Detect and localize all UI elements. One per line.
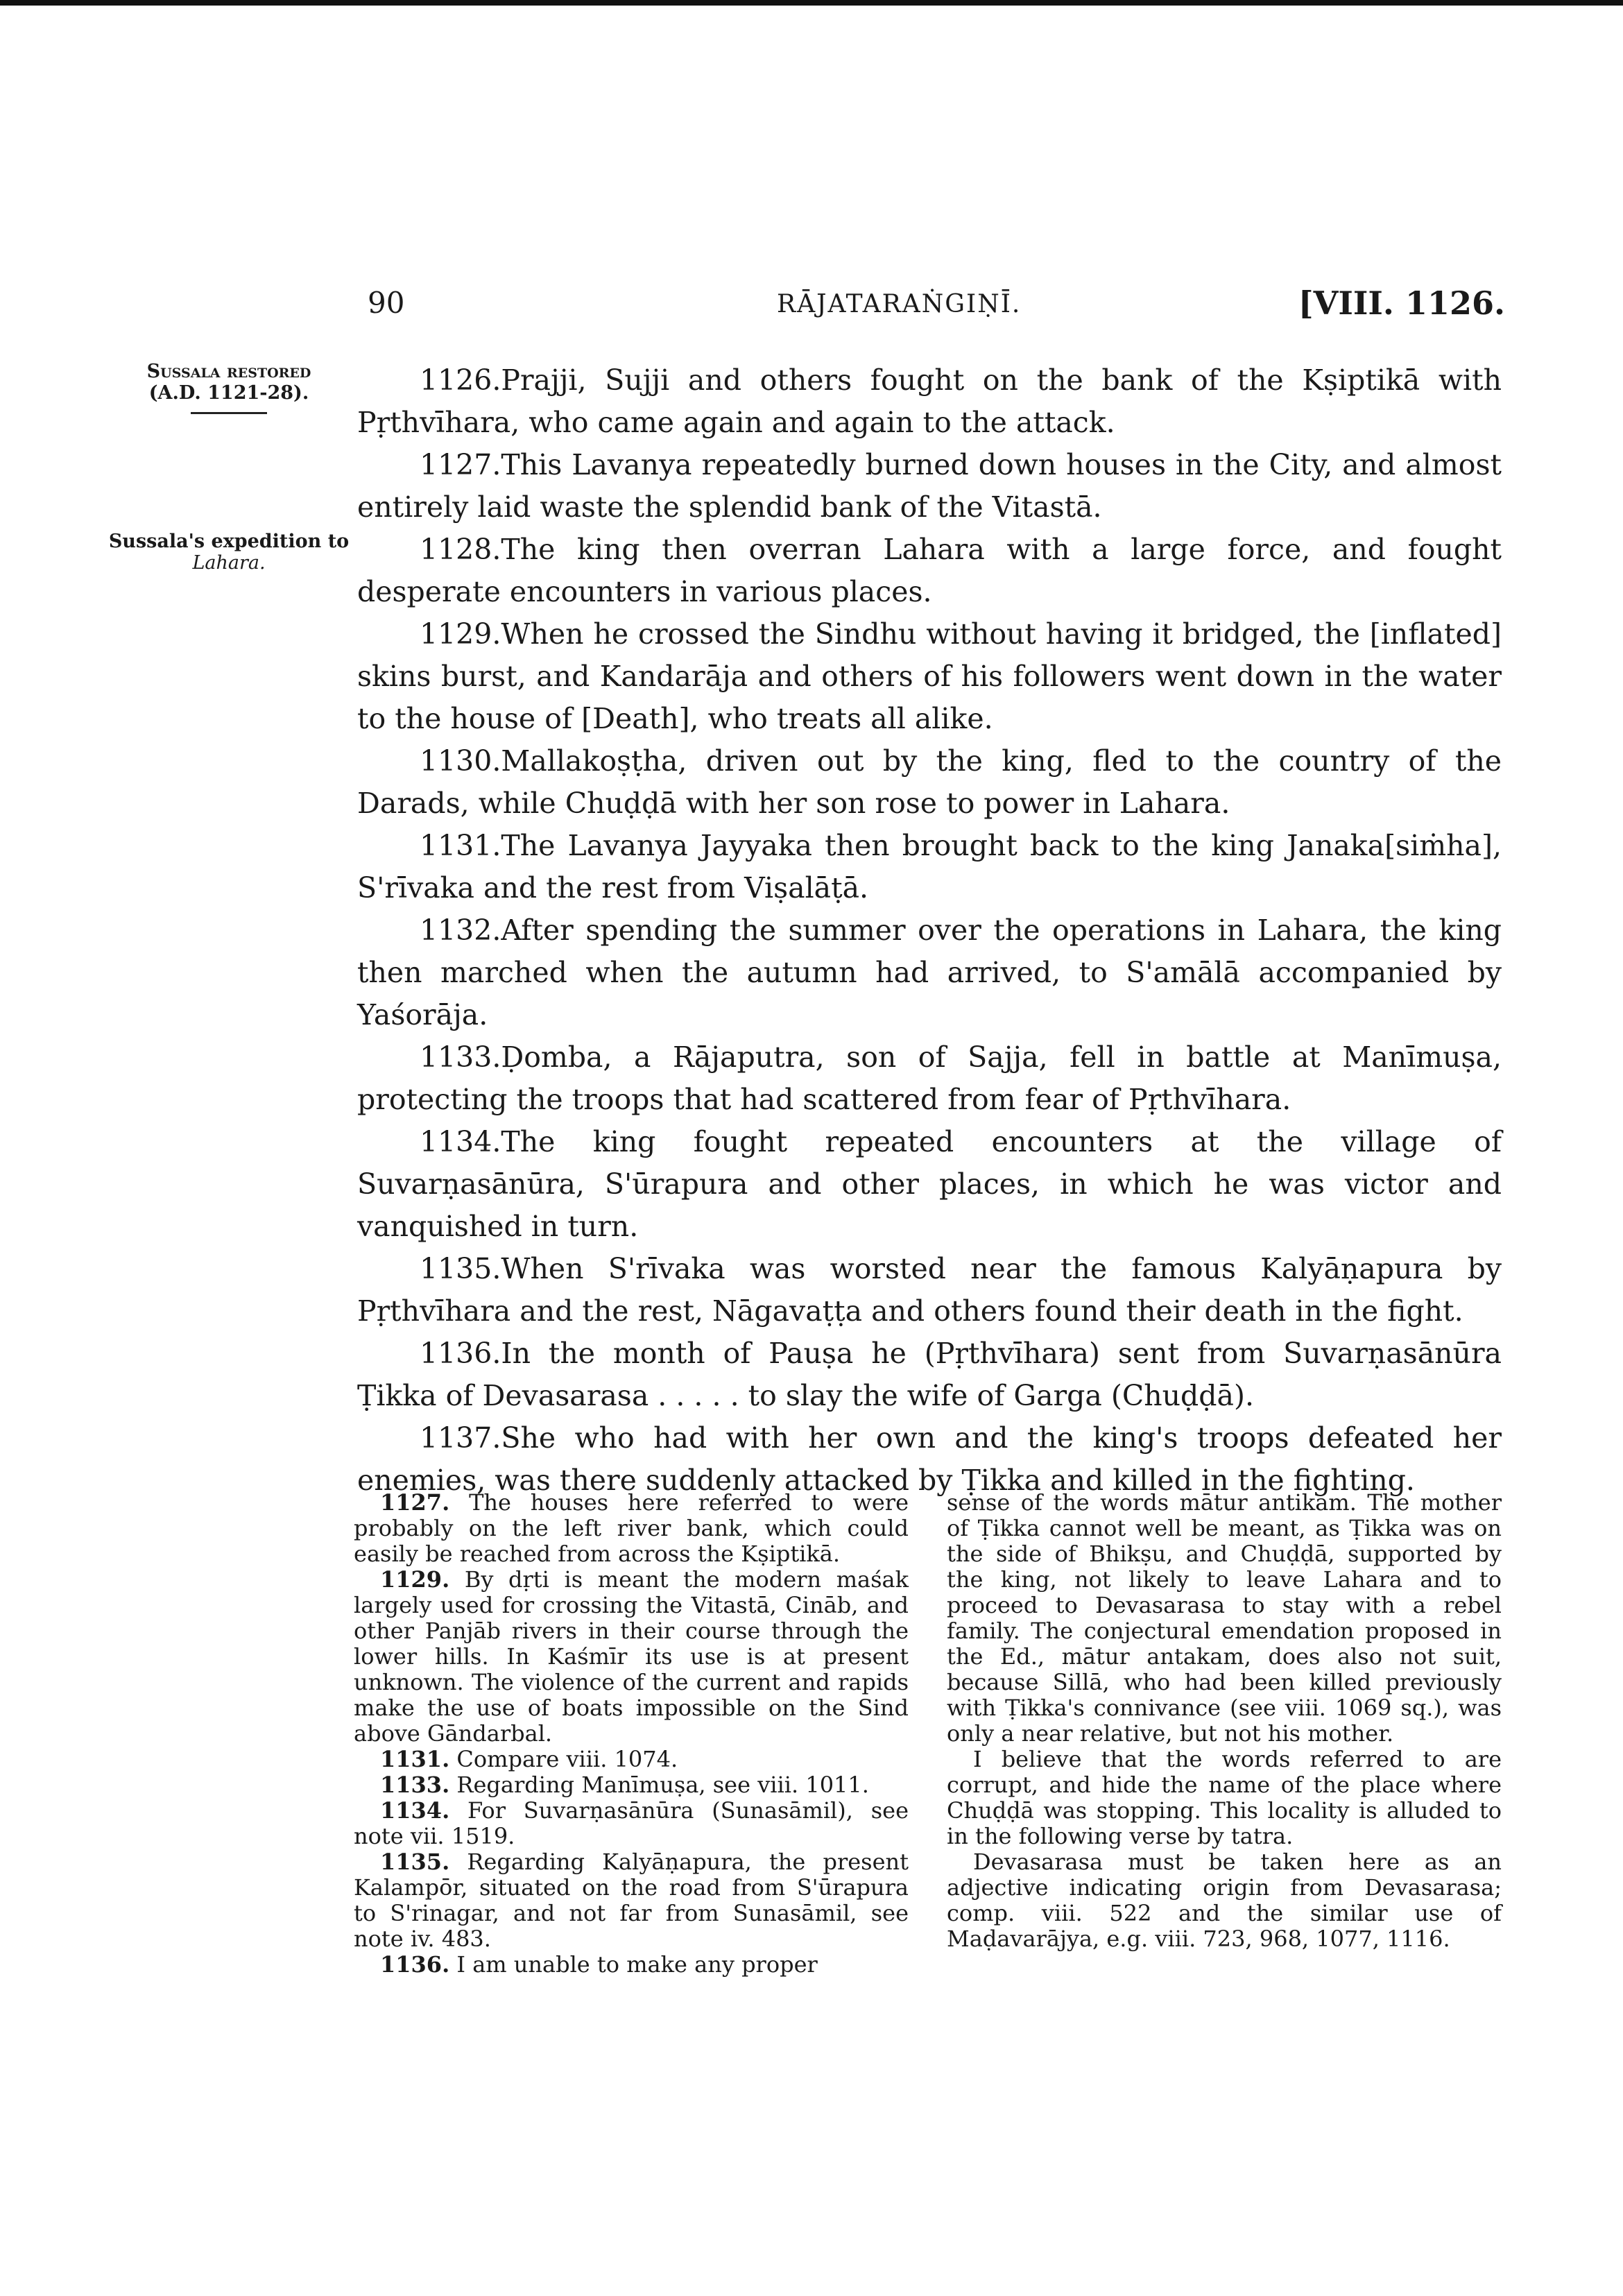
footnote-number: 1129.: [380, 1566, 450, 1593]
footnote-paragraph: Devasarasa must be taken here as an adjective indicating origin from Devasarasa; comp. viii. 522 and the similar use of Maḍavarājya, e.g. viii. 723, 968, 1077, 1116.: [947, 1849, 1502, 1952]
verse-number: 1129.: [420, 617, 501, 651]
scan-top-border: [0, 0, 1623, 6]
verse-body: When he crossed the Sindhu without having it bridged, the [inflated] skins burst, and Kandarāja and others of his followers went down in the water to the house of [Death], who treats all alike.: [357, 617, 1502, 735]
verse: [357, 529, 1502, 613]
verse-reference: [VIII. 1126.: [1298, 284, 1505, 322]
footnote-number: 1127.: [380, 1489, 450, 1516]
verse-body: Prajji, Sujji and others fought on the bank of the Kṣiptikā with Pṛthvīhara, who came again and again to the attack.: [357, 363, 1502, 439]
verse: [357, 1036, 1502, 1121]
footnote: [354, 1747, 909, 1772]
footnote-continuation: sense of the words mātur antikam. The mother of Ṭikka cannot well be meant, as Ṭikka was on the side of Bhikṣu, and Chuḍḍā, supported by the king, not likely to leave Lahara and to proceed to Devasarasa to stay with a rebel family. The conjectural emendation proposed in the Ed., mātur antakam, does also not suit, because Sillā, who had been killed previously with Ṭikka's connivance (see viii. 1069 sq.), was only a near relative, but not his mother.: [947, 1489, 1502, 1747]
verse: [357, 1333, 1502, 1417]
page-header: [354, 286, 1505, 327]
margin-note: [104, 531, 354, 574]
verse-body: In the month of Pauṣa he (Pṛthvīhara) sent from Suvarṇasānūra Ṭikka of Devasarasa . . . . . to slay the wife of Garga (Chuḍḍā).: [357, 1337, 1502, 1412]
footnote-number: 1131.: [380, 1746, 450, 1772]
margin-note-rule: [191, 412, 267, 414]
footnote-text: The houses here referred to were probably on the left river bank, which could easily be reached from across the Kṣiptikā.: [354, 1489, 909, 1567]
verse-number: 1137.: [420, 1421, 501, 1455]
verse-number: 1126.: [420, 363, 501, 397]
footnotes-left-column: [354, 1490, 909, 1978]
verse-number: 1133.: [420, 1040, 501, 1074]
verse-body: She who had with her own and the king's troops defeated her enemies, was there suddenly attacked by Ṭikka and killed in the fighting.: [357, 1421, 1502, 1497]
verse: [357, 613, 1502, 740]
footnote-paragraph: I believe that the words referred to are corrupt, and hide the name of the place where Chuḍḍā was stopping. This locality is alluded to in the following verse by tatra.: [947, 1746, 1502, 1849]
footnote: [354, 1490, 909, 1567]
footnote: [354, 1798, 909, 1849]
running-title: RĀJATARAṄGIṆĪ.: [777, 290, 1022, 318]
verse-body: Ḍomba, a Rājaputra, son of Sajja, fell in battle at Manīmuṣa, protecting the troops that had scattered from fear of Pṛthvīhara.: [357, 1040, 1502, 1116]
margin-note-subtitle: (A.D. 1121-28).: [148, 382, 309, 404]
footnote-number: 1135.: [380, 1849, 450, 1875]
footnote-text: For Suvarṇasānūra (Sunasāmil), see note vii. 1519.: [354, 1797, 909, 1849]
verse: [357, 740, 1502, 825]
footnote: [354, 1772, 909, 1798]
footnote-text: Compare viii. 1074.: [456, 1746, 678, 1772]
footnote-number: 1133.: [380, 1772, 450, 1798]
verse-text: [357, 359, 1502, 1502]
verse-number: 1136.: [420, 1337, 501, 1370]
verse-number: 1131.: [420, 829, 501, 862]
footnote-number: 1136.: [380, 1951, 450, 1978]
verse-number: 1134.: [420, 1125, 501, 1158]
verse: [357, 1121, 1502, 1248]
footnote-number: 1134.: [380, 1797, 450, 1824]
verse-number: 1135.: [420, 1252, 501, 1285]
verse: [357, 909, 1502, 1036]
verse-number: 1130.: [420, 744, 501, 778]
footnote-text: I am unable to make any proper: [456, 1951, 818, 1978]
footnote-text: By dṛti is meant the modern maśak largely used for crossing the Vitastā, Cināb, and other Panjāb rivers in their course through the lower hills. In Kaśmīr its use is at present unknown. The violence of the current and rapids make the use of boats impossible on the Sind above Gāndarbal.: [354, 1566, 909, 1747]
verse: [357, 1248, 1502, 1333]
footnote-text: Regarding Kalyāṇapura, the present Kalampōr, situated on the road from S'ūrapura to S'rinagar, and not far from Sunasāmil, see note iv. 483.: [354, 1849, 909, 1952]
verse-body: After spending the summer over the operations in Lahara, the king then marched when the autumn had arrived, to S'amālā accompanied by Yaśorāja.: [357, 914, 1502, 1031]
verse-body: Mallakoṣṭha, driven out by the king, fled to the country of the Darads, while Chuḍḍā with her son rose to power in Lahara.: [357, 744, 1502, 820]
verse-body: The Lavanya Jayyaka then brought back to the king Janaka[siṁha], S'rīvaka and the rest from Viṣalāṭā.: [357, 829, 1502, 905]
margin-note-subtitle: Lahara.: [192, 552, 266, 574]
verse-body: The king then overran Lahara with a large force, and fought desperate encounters in various places.: [357, 533, 1502, 608]
verse: [357, 825, 1502, 909]
footnote: [354, 1952, 909, 1978]
footnote-text: Regarding Manīmuṣa, see viii. 1011.: [456, 1772, 869, 1798]
page-number: 90: [368, 286, 405, 320]
verse-number: 1132.: [420, 914, 501, 947]
margin-note-title: Sussala's expedition to: [108, 531, 350, 552]
verse: [357, 359, 1502, 444]
verse-body: This Lavanya repeatedly burned down houses in the City, and almost entirely laid waste the splendid bank of the Vitastā.: [357, 448, 1502, 524]
margin-note-title: Sussala restored: [146, 361, 311, 382]
footnotes-right-column: [947, 1490, 1502, 1952]
verse: [357, 444, 1502, 529]
verse-number: 1127.: [420, 448, 501, 481]
footnote: [354, 1849, 909, 1952]
footnote: [354, 1567, 909, 1747]
verse-body: The king fought repeated encounters at the village of Suvarṇasānūra, S'ūrapura and other places, in which he was victor and vanquished in turn.: [357, 1125, 1502, 1243]
verse-body: When S'rīvaka was worsted near the famous Kalyāṇapura by Pṛthvīhara and the rest, Nāgavaṭṭa and others found their death in the fight.: [357, 1252, 1502, 1328]
verse-number: 1128.: [420, 533, 501, 566]
margin-note: [104, 361, 354, 414]
